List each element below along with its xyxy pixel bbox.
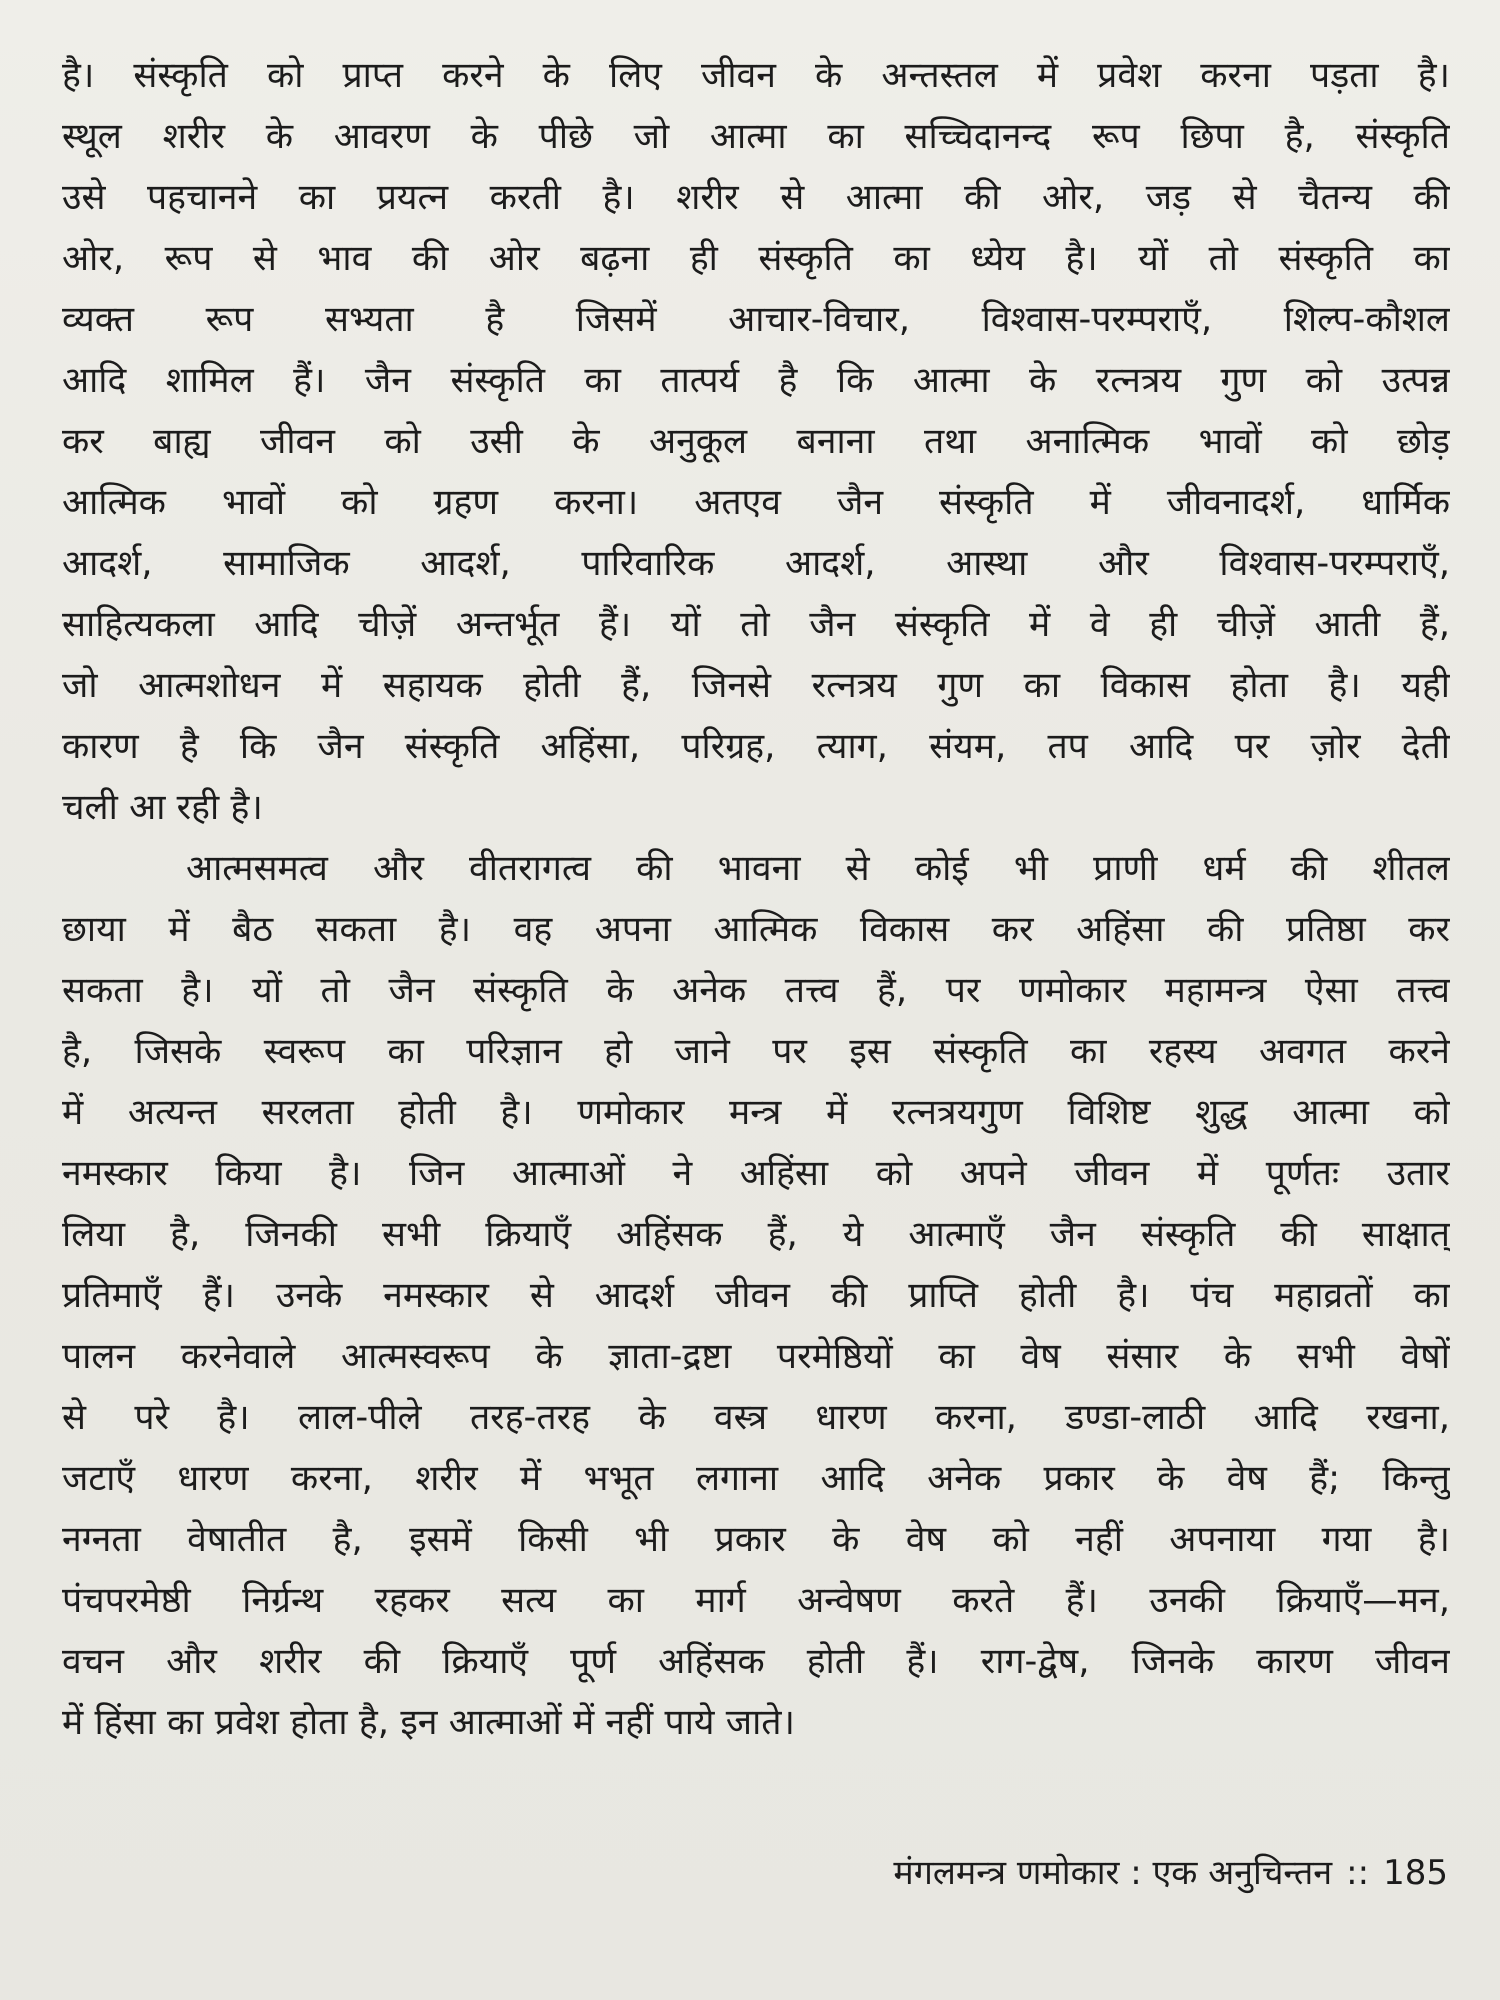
page-number: 185: [1383, 1853, 1448, 1893]
text-line: उसे पहचानने का प्रयत्न करती है। शरीर से आत्मा की ओर, जड़ से चैतन्य की: [62, 177, 1450, 218]
text-line: में हिंसा का प्रवेश होता है, इन आत्माओं में नहीं पाये जाते।: [62, 1702, 795, 1743]
text-line: स्थूल शरीर के आवरण के पीछे जो आत्मा का सच्चिदानन्द रूप छिपा है, संस्कृति: [62, 116, 1450, 157]
footer-separator: ::: [1346, 1853, 1370, 1893]
text-line: जटाएँ धारण करना, शरीर में भभूत लगाना आदि अनेक प्रकार के वेष हैं; किन्तु: [62, 1458, 1450, 1499]
text-line: पालन करनेवाले आत्मस्वरूप के ज्ञाता-द्रष्टा परमेष्ठियों का वेष संसार के सभी वेषों: [62, 1336, 1450, 1377]
running-book-title: मंगलमन्त्र णमोकार : एक अनुचिन्तन: [893, 1853, 1333, 1893]
text-line: आदर्श, सामाजिक आदर्श, पारिवारिक आदर्श, आस्था और विश्वास-परम्पराएँ,: [62, 543, 1450, 584]
text-line: साहित्यकला आदि चीज़ें अन्तर्भूत हैं। यों तो जैन संस्कृति में वे ही चीज़ें आती हैं,: [62, 604, 1450, 645]
text-line: से परे है। लाल-पीले तरह-तरह के वस्त्र धारण करना, डण्डा-लाठी आदि रखना,: [62, 1397, 1450, 1438]
text-line: छाया में बैठ सकता है। वह अपना आत्मिक विकास कर अहिंसा की प्रतिष्ठा कर: [62, 909, 1450, 950]
text-line: प्रतिमाएँ हैं। उनके नमस्कार से आदर्श जीवन की प्राप्ति होती है। पंच महाव्रतों का: [62, 1275, 1450, 1316]
text-line: सकता है। यों तो जैन संस्कृति के अनेक तत्त्व हैं, पर णमोकार महामन्त्र ऐसा तत्त्व: [62, 970, 1450, 1011]
text-line: लिया है, जिनकी सभी क्रियाएँ अहिंसक हैं, ये आत्माएँ जैन संस्कृति की साक्षात्: [62, 1214, 1450, 1255]
text-line: नग्नता वेषातीत है, इसमें किसी भी प्रकार के वेष को नहीं अपनाया गया है।: [62, 1519, 1450, 1560]
text-line: व्यक्त रूप सभ्यता है जिसमें आचार-विचार, विश्वास-परम्पराएँ, शिल्प-कौशल: [62, 299, 1450, 340]
body-text: [62, 45, 1450, 1753]
text-line: है, जिसके स्वरूप का परिज्ञान हो जाने पर इस संस्कृति का रहस्य अवगत करने: [62, 1031, 1450, 1072]
text-line: वचन और शरीर की क्रियाएँ पूर्ण अहिंसक होती हैं। राग-द्वेष, जिनके कारण जीवन: [62, 1641, 1450, 1682]
text-line: आत्मिक भावों को ग्रहण करना। अतएव जैन संस्कृति में जीवनादर्श, धार्मिक: [62, 482, 1450, 523]
text-line: कारण है कि जैन संस्कृति अहिंसा, परिग्रह, त्याग, संयम, तप आदि पर ज़ोर देती: [62, 726, 1450, 767]
paragraph-2: [62, 838, 1450, 1753]
text-line: में अत्यन्त सरलता होती है। णमोकार मन्त्र में रत्नत्रयगुण विशिष्ट शुद्ध आत्मा को: [62, 1092, 1450, 1133]
text-line: नमस्कार किया है। जिन आत्माओं ने अहिंसा को अपने जीवन में पूर्णतः उतार: [62, 1153, 1450, 1194]
paragraph-1: [62, 45, 1450, 838]
text-line: ओर, रूप से भाव की ओर बढ़ना ही संस्कृति का ध्येय है। यों तो संस्कृति का: [62, 238, 1450, 279]
text-line: पंचपरमेष्ठी निर्ग्रन्थ रहकर सत्य का मार्ग अन्वेषण करते हैं। उनकी क्रियाएँ—मन,: [62, 1580, 1450, 1621]
text-line: चली आ रही है।: [62, 787, 263, 828]
text-line: है। संस्कृति को प्राप्त करने के लिए जीवन के अन्तस्तल में प्रवेश करना पड़ता है।: [62, 55, 1450, 96]
text-line: जो आत्मशोधन में सहायक होती हैं, जिनसे रत्नत्रय गुण का विकास होता है। यही: [62, 665, 1450, 706]
text-line: कर बाह्य जीवन को उसी के अनुकूल बनाना तथा अनात्मिक भावों को छोड़: [62, 421, 1450, 462]
text-line: आत्मसमत्व और वीतरागत्व की भावना से कोई भी प्राणी धर्म की शीतल: [186, 848, 1450, 889]
page-footer: [893, 1848, 1448, 1894]
text-line: आदि शामिल हैं। जैन संस्कृति का तात्पर्य है कि आत्मा के रत्नत्रय गुण को उत्पन्न: [62, 360, 1450, 401]
